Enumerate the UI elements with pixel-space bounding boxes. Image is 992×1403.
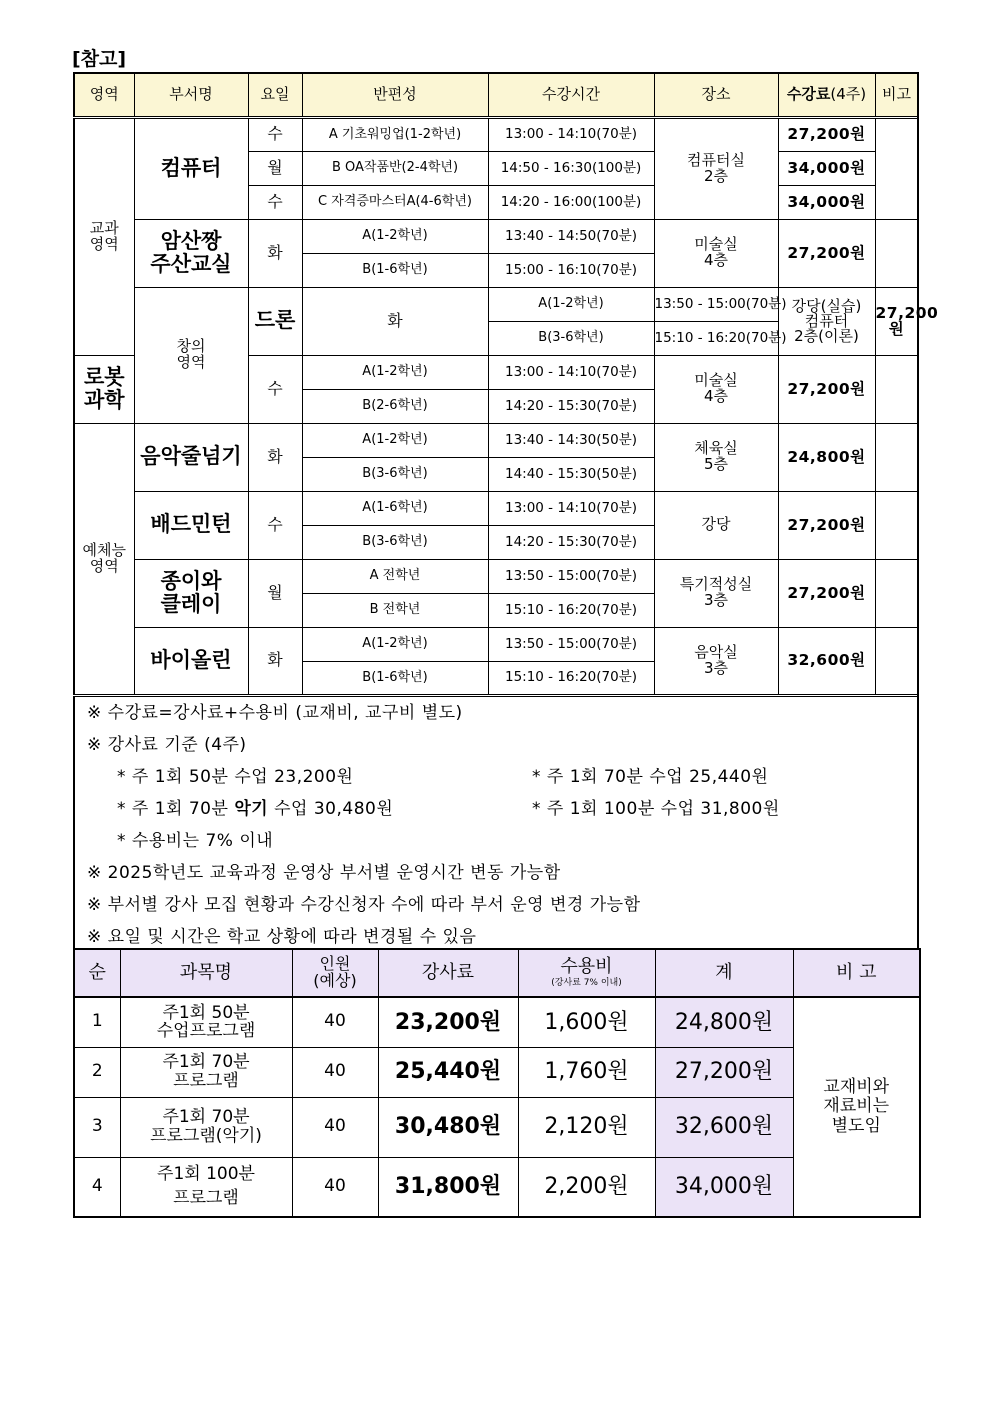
summary-lecture: 31,800원 xyxy=(378,1157,518,1217)
summary-header-subject: 과목명 xyxy=(120,949,292,997)
place-cell: 강당 xyxy=(654,491,778,559)
day-cell: 수 xyxy=(248,117,302,151)
class-cell: B(3-6학년) xyxy=(302,525,488,559)
class-cell: B(1-6학년) xyxy=(302,661,488,695)
class-cell: A(1-2학년) xyxy=(302,423,488,457)
class-cell: A(1-2학년) xyxy=(488,287,654,321)
summary-header-supply-label: 수용비 xyxy=(560,955,613,977)
time-cell: 13:00 - 14:10(70분) xyxy=(488,117,654,151)
fee-cell: 34,000원 xyxy=(778,185,875,219)
remark-cell xyxy=(875,355,918,423)
day-cell: 화 xyxy=(302,287,488,355)
class-cell: A(1-2학년) xyxy=(302,627,488,661)
summary-supply: 1,760원 xyxy=(518,1047,655,1097)
header-row xyxy=(74,73,918,117)
notes-cell xyxy=(74,695,918,956)
summary-name: 주1회 100분 프로그램 xyxy=(120,1157,292,1217)
summary-no: 3 xyxy=(74,1097,120,1157)
header-fee-period: (4주) xyxy=(830,84,867,103)
note-time-change: ※ 2025학년도 교육과정 운영상 부서별 운영시간 변동 가능함 xyxy=(87,862,561,883)
day-cell: 월 xyxy=(248,559,302,627)
note-schedule-change: ※ 요일 및 시간은 학교 상황에 따라 변경될 수 있음 xyxy=(87,926,477,947)
summary-lecture: 25,440원 xyxy=(378,1047,518,1097)
header-fee xyxy=(778,73,875,117)
fee-cell: 27,200원 xyxy=(778,219,875,287)
program-schedule-table xyxy=(73,72,939,957)
summary-header-total: 계 xyxy=(655,949,793,997)
day-cell: 화 xyxy=(248,219,302,287)
table-row xyxy=(74,627,918,661)
note-lecture-basis: ※ 강사료 기준 (4주) xyxy=(87,734,247,755)
summary-total: 34,000원 xyxy=(655,1157,793,1217)
class-cell: B(3-6학년) xyxy=(302,457,488,491)
summary-no: 2 xyxy=(74,1047,120,1097)
summary-people: 40 xyxy=(292,1157,378,1217)
day-cell: 수 xyxy=(248,491,302,559)
fee-cell: 27,200원 xyxy=(778,491,875,559)
time-cell: 13:50 - 15:00(70분) xyxy=(488,627,654,661)
summary-no: 1 xyxy=(74,997,120,1047)
summary-header-supply xyxy=(518,949,655,997)
summary-total: 24,800원 xyxy=(655,997,793,1047)
class-cell: A(1-2학년) xyxy=(302,355,488,389)
dept-badminton: 배드민턴 xyxy=(134,491,248,559)
table-row xyxy=(74,117,918,151)
header-dept: 부서명 xyxy=(134,73,248,117)
header-remark: 비고 xyxy=(875,73,918,117)
table-row xyxy=(74,219,918,253)
time-cell: 13:40 - 14:50(70분) xyxy=(488,219,654,253)
remark-cell xyxy=(875,559,918,627)
fee-cell: 27,200원 xyxy=(778,559,875,627)
dept-abacus: 암산짱 주산교실 xyxy=(134,219,248,287)
class-cell: A(1-6학년) xyxy=(302,491,488,525)
summary-header-row xyxy=(74,949,920,997)
dept-violin: 바이올린 xyxy=(134,627,248,695)
remark-cell xyxy=(875,219,918,287)
summary-people: 40 xyxy=(292,997,378,1047)
day-cell: 수 xyxy=(248,185,302,219)
class-cell: B 전학년 xyxy=(302,593,488,627)
remark-cell xyxy=(875,423,918,491)
summary-lecture: 23,200원 xyxy=(378,997,518,1047)
area-subject: 교과 영역 xyxy=(74,117,134,355)
day-cell: 화 xyxy=(248,627,302,695)
remark-cell xyxy=(875,491,918,559)
table-row xyxy=(74,287,918,321)
note-supply-limit: * 수용비는 7% 이내 xyxy=(117,830,274,851)
place-computer: 컴퓨터실 2층 xyxy=(654,117,778,219)
table-row xyxy=(74,491,918,525)
place-cell: 미술실 4층 xyxy=(654,219,778,287)
summary-supply: 2,200원 xyxy=(518,1157,655,1217)
class-cell: B OA작품반(2-4학년) xyxy=(302,151,488,185)
summary-supply: 1,600원 xyxy=(518,997,655,1047)
class-cell: A 기초워밍업(1-2학년) xyxy=(302,117,488,151)
summary-total: 32,600원 xyxy=(655,1097,793,1157)
fee-cell: 32,600원 xyxy=(778,627,875,695)
time-cell: 13:00 - 14:10(70분) xyxy=(488,355,654,389)
day-cell: 수 xyxy=(248,355,302,423)
place-cell: 음악실 3층 xyxy=(654,627,778,695)
summary-name: 주1회 70분 프로그램 xyxy=(120,1047,292,1097)
header-time: 수강시간 xyxy=(488,73,654,117)
time-cell: 14:20 - 15:30(70분) xyxy=(488,389,654,423)
time-cell: 13:50 - 15:00(70분) xyxy=(488,559,654,593)
fee-cell: 27,200원 xyxy=(778,117,875,151)
class-cell: B(3-6학년) xyxy=(488,321,654,355)
notes-row xyxy=(74,695,918,956)
time-cell: 14:40 - 15:30(50분) xyxy=(488,457,654,491)
summary-header-remark: 비 고 xyxy=(793,949,920,997)
area-arts: 예체능 영역 xyxy=(74,423,134,695)
fee-cell: 34,000원 xyxy=(778,151,875,185)
summary-lecture: 30,480원 xyxy=(378,1097,518,1157)
dept-computer: 컴퓨터 xyxy=(134,117,248,219)
note-rate-row-1 xyxy=(87,763,918,795)
note-rate-100: * 주 1회 100분 수업 31,800원 xyxy=(532,798,780,819)
class-cell: A(1-2학년) xyxy=(302,219,488,253)
class-cell: A 전학년 xyxy=(302,559,488,593)
time-cell: 15:10 - 16:20(70분) xyxy=(654,321,778,355)
class-cell: C 자격증마스터A(4-6학년) xyxy=(302,185,488,219)
table-row xyxy=(74,559,918,593)
summary-remark: 교재비와 재료비는 별도임 xyxy=(793,997,920,1217)
header-fee-main: 수강료 xyxy=(786,84,831,103)
place-cell: 체육실 5층 xyxy=(654,423,778,491)
remark-cell xyxy=(875,117,918,219)
dept-clay: 종이와 클레이 xyxy=(134,559,248,627)
note-operation-change: ※ 부서별 강사 모집 현황과 수강신청자 수에 따라 부서 운영 변경 가능함 xyxy=(87,894,641,915)
place-cell: 특기적성실 3층 xyxy=(654,559,778,627)
remark-cell xyxy=(875,627,918,695)
note-rate-70-instrument xyxy=(117,799,393,819)
note-rate-70: * 주 1회 70분 수업 25,440원 xyxy=(532,766,769,787)
summary-header-no: 순 xyxy=(74,949,120,997)
section-title: [참고] xyxy=(72,48,127,70)
class-cell: B(1-6학년) xyxy=(302,253,488,287)
time-cell: 13:40 - 14:30(50분) xyxy=(488,423,654,457)
fee-cell: 24,800원 xyxy=(778,423,875,491)
place-cell: 미술실 4층 xyxy=(654,355,778,423)
time-cell: 14:20 - 16:00(100분) xyxy=(488,185,654,219)
summary-supply: 2,120원 xyxy=(518,1097,655,1157)
summary-header-people: 인원 (예상) xyxy=(292,949,378,997)
summary-people: 40 xyxy=(292,1047,378,1097)
fee-summary-table xyxy=(73,948,921,1218)
note-instrument-bold: 악기 xyxy=(234,798,269,819)
time-cell: 15:10 - 16:20(70분) xyxy=(488,661,654,695)
time-cell: 15:10 - 16:20(70분) xyxy=(488,593,654,627)
fee-cell: 27,200원 xyxy=(875,287,918,355)
note-text: 수업 30,480원 xyxy=(268,798,394,819)
place-cell: 강당(실습) 컴퓨터 2층(이론) xyxy=(778,287,875,355)
time-cell: 13:50 - 15:00(70분) xyxy=(654,287,778,321)
time-cell: 15:00 - 16:10(70분) xyxy=(488,253,654,287)
note-rate-row-2 xyxy=(87,795,918,827)
day-cell: 월 xyxy=(248,151,302,185)
note-fee-formula: ※ 수강료=강사료+수용비 (교재비, 교구비 별도) xyxy=(87,702,463,723)
table-row xyxy=(74,423,918,457)
table-row xyxy=(74,997,920,1047)
dept-drone: 드론 xyxy=(248,287,302,355)
summary-name: 주1회 70분 프로그램(악기) xyxy=(120,1097,292,1157)
time-cell: 13:00 - 14:10(70분) xyxy=(488,491,654,525)
header-day: 요일 xyxy=(248,73,302,117)
summary-total: 27,200원 xyxy=(655,1047,793,1097)
summary-header-lecture: 강사료 xyxy=(378,949,518,997)
dept-robot: 로봇과학 xyxy=(74,355,134,423)
summary-no: 4 xyxy=(74,1157,120,1217)
time-cell: 14:20 - 15:30(70분) xyxy=(488,525,654,559)
note-text: * 주 1회 70분 xyxy=(117,798,235,819)
class-cell: B(2-6학년) xyxy=(302,389,488,423)
note-rate-50: * 주 1회 50분 수업 23,200원 xyxy=(117,766,354,787)
summary-name: 주1회 50분 수업프로그램 xyxy=(120,997,292,1047)
summary-people: 40 xyxy=(292,1097,378,1157)
header-place: 장소 xyxy=(654,73,778,117)
header-class: 반편성 xyxy=(302,73,488,117)
header-area: 영역 xyxy=(74,73,134,117)
dept-rope: 음악줄넘기 xyxy=(134,423,248,491)
day-cell: 화 xyxy=(248,423,302,491)
fee-cell: 27,200원 xyxy=(778,355,875,423)
summary-header-supply-note: (강사료 7% 이내) xyxy=(551,977,622,988)
area-creative: 창의 영역 xyxy=(134,287,248,423)
time-cell: 14:50 - 16:30(100분) xyxy=(488,151,654,185)
